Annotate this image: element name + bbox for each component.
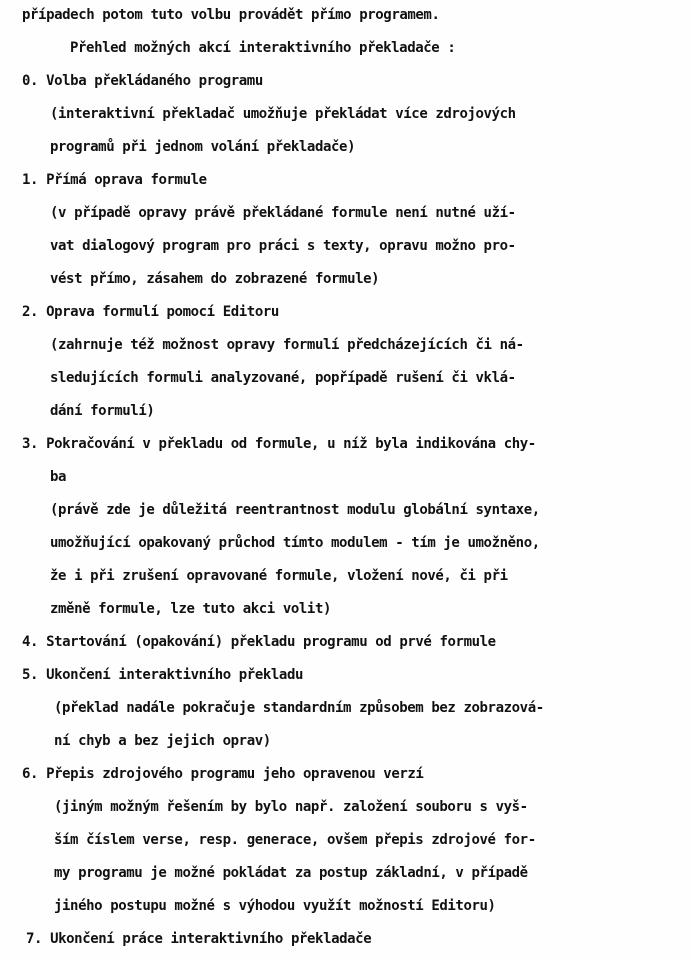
list-item-0-desc: programů při jednom volání překladače) [50, 139, 356, 155]
list-item-0: 0. Volba překládaného programu [22, 73, 263, 89]
list-item-3-desc: umožňující opakovaný průchod tímto modulem - tím je umožněno, [50, 535, 540, 551]
list-item-1-desc: vést přímo, zásahem do zobrazené formule) [50, 271, 380, 287]
list-item-5-desc: ní chyb a bez jejich oprav) [54, 733, 271, 749]
list-item-2-desc: sledujících formuli analyzované, popřípadě rušení či vklá- [50, 370, 516, 386]
list-item-4: 4. Startování (opakování) překladu programu od prvé formule [22, 634, 496, 650]
list-item-1-desc: (v případě opravy právě překládané formule není nutné uží- [50, 205, 516, 221]
list-item-0-desc: (interaktivní překladač umožňuje překládat více zdrojových [50, 106, 516, 122]
list-item-3: 3. Pokračování v překladu od formule, u níž byla indikována chy- [22, 436, 536, 452]
list-item-1-desc: vat dialogový program pro práci s texty, opravu možno pro- [50, 238, 516, 254]
list-item-2-desc: dání formulí) [50, 403, 155, 419]
list-item-6: 6. Přepis zdrojového programu jeho opravenou verzí [22, 766, 424, 782]
list-item-6-desc: ším číslem verse, resp. generace, ovšem přepis zdrojové for- [54, 832, 536, 848]
list-item-5-desc: (překlad nadále pokračuje standardním způsobem bez zobrazová- [54, 700, 544, 716]
list-item-3-desc: (právě zde je důležitá reentrantnost modulu globální syntaxe, [50, 502, 540, 518]
list-item-3-desc: že i při zrušení opravované formule, vložení nové, či při [50, 568, 508, 584]
list-item-3-desc: změně formule, lze tuto akci volit) [50, 601, 332, 617]
list-item-6-desc: my programu je možné pokládat za postup základní, v případě [54, 865, 528, 881]
list-item-2: 2. Oprava formulí pomocí Editoru [22, 304, 279, 320]
text-line: případech potom tuto volbu provádět přímo programem. [22, 7, 440, 23]
list-item-6-desc: jiného postupu možné s výhodou využít možností Editoru) [54, 898, 496, 914]
list-item-2-desc: (zahrnuje též možnost opravy formulí předcházejících či ná- [50, 337, 524, 353]
list-item-5: 5. Ukončení interaktivního překladu [22, 667, 304, 683]
list-item-6-desc: (jiným možným řešením by bylo např. založení souboru s vyš- [54, 799, 528, 815]
section-heading: Přehled možných akcí interaktivního překladače : [70, 40, 456, 56]
list-item-7: 7. Ukončení práce interaktivního překladače [26, 931, 372, 947]
list-item-1: 1. Přímá oprava formule [22, 172, 207, 188]
list-item-3-cont: ba [50, 469, 67, 485]
